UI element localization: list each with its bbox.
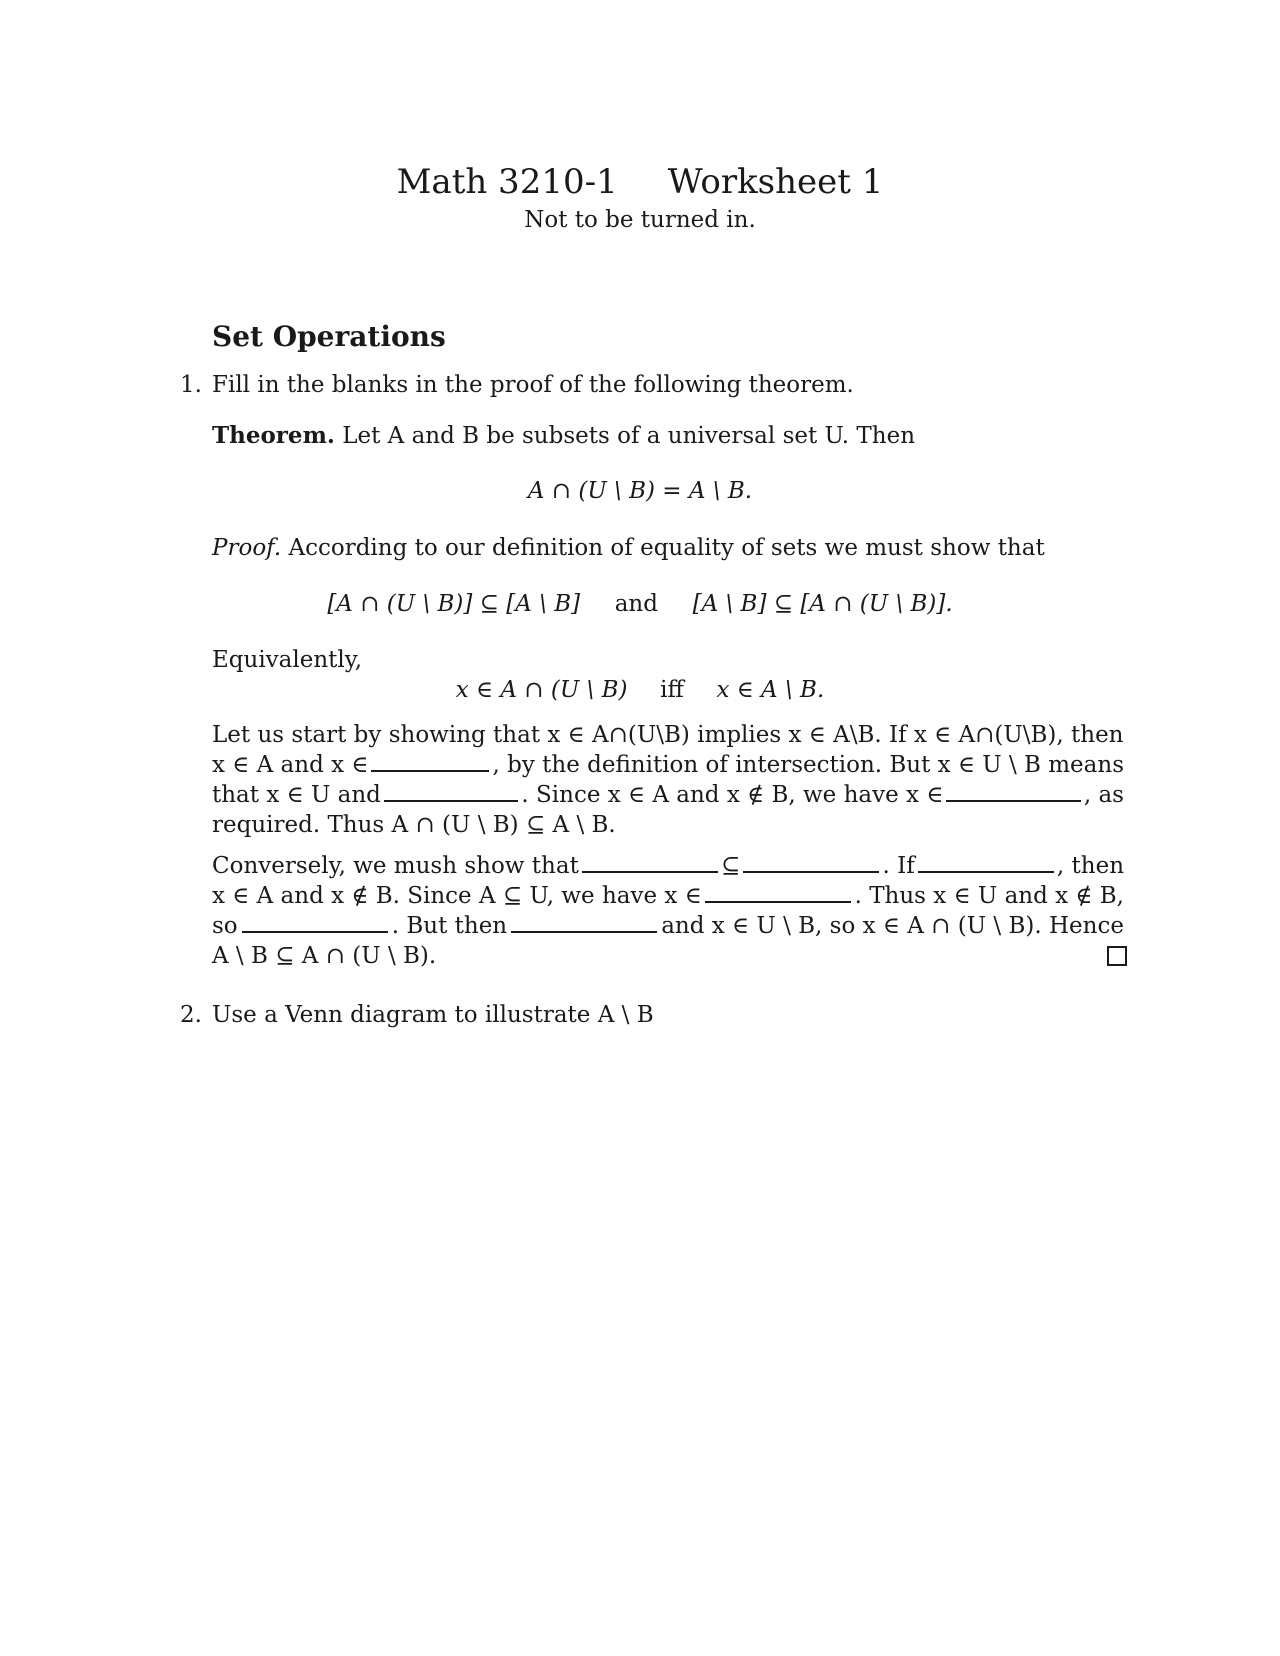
inclusion-left: [A ∩ (U \ B)] ⊆ [A \ B] <box>327 591 581 617</box>
p2-line-1-a: Conversely, we mush show that <box>212 853 579 879</box>
blank-5[interactable] <box>743 851 879 873</box>
problem-1-prompt: Fill in the blanks in the proof of the following theorem. <box>212 372 854 398</box>
theorem-label: Theorem. <box>212 422 335 449</box>
iff-left: x ∈ A ∩ (U \ B) <box>455 677 628 703</box>
inclusion-and: and <box>614 591 658 617</box>
blank-2[interactable] <box>384 780 519 802</box>
p1-line-2-a: x ∈ A and x ∈ <box>212 752 369 778</box>
p2-line-3-b: . But then <box>391 913 508 939</box>
blank-6[interactable] <box>918 851 1054 873</box>
proof-intro: According to our definition of equality of sets we must show that <box>288 535 1045 561</box>
blank-1[interactable] <box>371 750 489 772</box>
blank-3[interactable] <box>946 780 1081 802</box>
p2-line-1-b: ⊆ <box>721 853 741 879</box>
blank-7[interactable] <box>705 881 851 903</box>
page-title <box>0 162 1280 202</box>
course-title: Math 3210-1 <box>396 162 618 202</box>
equation-text: A ∩ (U \ B) = A \ B. <box>527 478 753 504</box>
problem-2-prompt: Use a Venn diagram to illustrate A \ B <box>212 1002 654 1028</box>
blank-8[interactable] <box>242 911 388 933</box>
blank-4[interactable] <box>582 851 718 873</box>
problem-2-number: 2. <box>180 1002 202 1028</box>
p1-line-4: required. Thus A ∩ (U \ B) ⊆ A \ B. <box>212 812 616 838</box>
p2-line-1-d: , then <box>1056 853 1125 879</box>
section-heading: Set Operations <box>212 320 446 353</box>
p1-line-3-c: , as <box>1083 782 1124 808</box>
inclusions-display <box>0 589 1280 619</box>
theorem-statement <box>212 421 915 451</box>
p2-line-1-c: . If <box>882 853 915 879</box>
p1-line-3-b: . Since x ∈ A and x ∉ B, we have x ∈ <box>521 782 944 808</box>
p2-line-3-c: and x ∈ U \ B, so x ∈ A ∩ (U \ B). Hence <box>661 913 1124 939</box>
p1-line-2-b: , by the definition of intersection. But x ∈ U \ B means <box>492 752 1124 778</box>
proof-label: Proof. <box>212 535 282 561</box>
p2-line-3-a: so <box>212 913 238 939</box>
iff-display <box>0 675 1280 705</box>
p2-line-1 <box>212 851 1124 881</box>
worksheet-title: Worksheet 1 <box>667 162 884 202</box>
p2-line-2-a: x ∈ A and x ∉ B. Since A ⊆ U, we have x ∈ <box>212 883 702 909</box>
qed-square-icon <box>1107 946 1127 966</box>
blank-9[interactable] <box>511 911 657 933</box>
problem-1-number: 1. <box>180 372 202 398</box>
iff-word: iff <box>660 677 684 703</box>
p2-line-3 <box>212 911 1124 941</box>
theorem-equation <box>0 476 1280 506</box>
p1-line-3 <box>212 780 1124 810</box>
equivalently-text: Equivalently, <box>212 647 363 673</box>
theorem-text: Let A and B be subsets of a universal set U. Then <box>342 423 916 449</box>
p2-line-2 <box>212 881 1124 911</box>
p1-line-2 <box>212 750 1124 780</box>
inclusion-right: [A \ B] ⊆ [A ∩ (U \ B)]. <box>692 591 953 617</box>
page-subtitle: Not to be turned in. <box>524 207 756 233</box>
p1-line-1 <box>212 720 1124 750</box>
p1-line-1-text: Let us start by showing that x ∈ A∩(U\B) implies x ∈ A\B. If x ∈ A∩(U\B), then <box>212 722 1124 748</box>
p2-line-4: A \ B ⊆ A ∩ (U \ B). <box>212 943 437 969</box>
iff-right: x ∈ A \ B. <box>716 677 825 703</box>
proof-intro-line <box>212 533 1045 563</box>
p2-line-2-b: . Thus x ∈ U and x ∉ B, <box>854 883 1124 909</box>
p1-line-3-a: that x ∈ U and <box>212 782 381 808</box>
